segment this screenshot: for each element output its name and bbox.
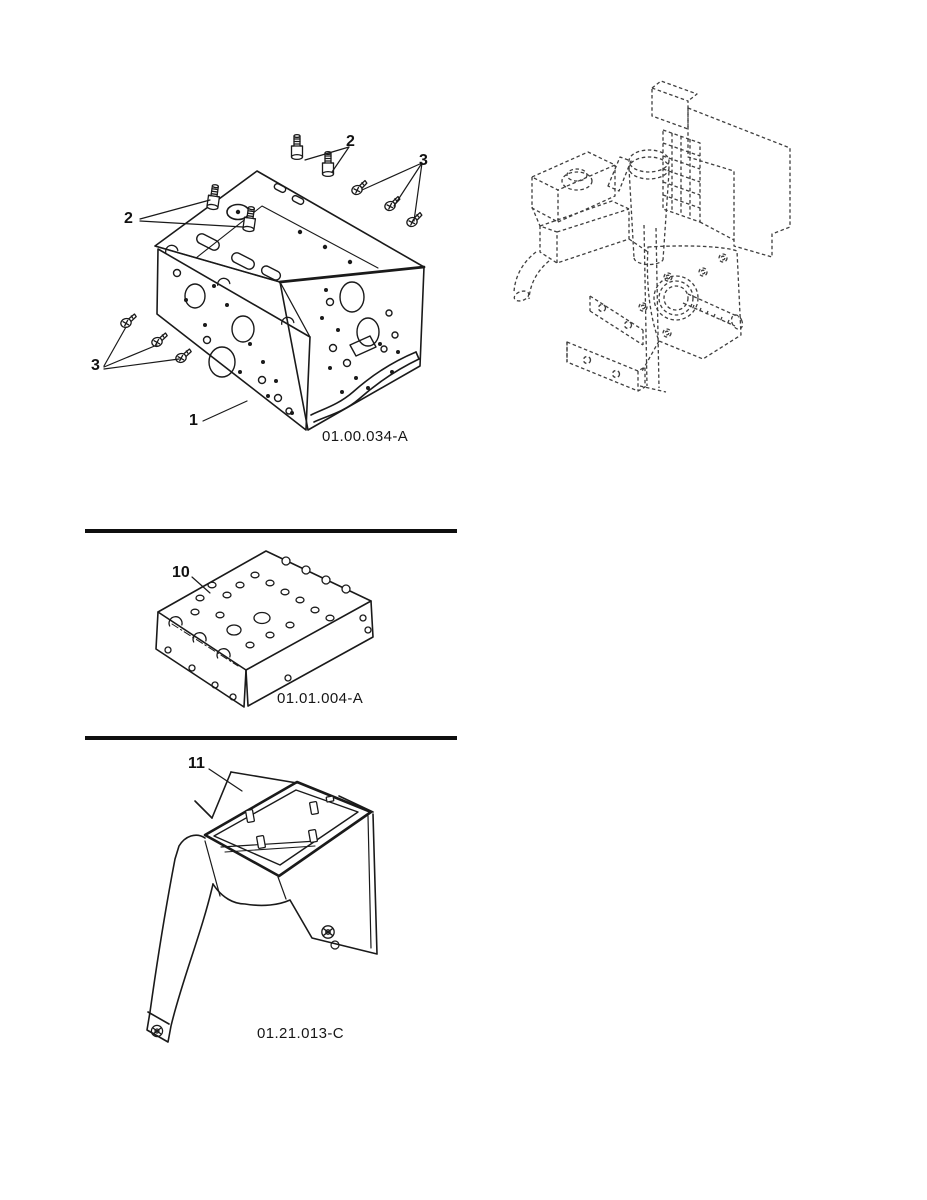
bracket-figure-code: 01.01.004-A [277, 690, 364, 707]
hex-bolt-glyphs [207, 135, 334, 233]
frame-leader-lines [104, 147, 422, 421]
callout-item-2-top: 2 [346, 133, 355, 150]
frame-right-wall-holes [327, 282, 399, 367]
engine-bolt-bosses [639, 254, 727, 337]
frame-top-face [155, 171, 424, 282]
frame-front-plate-holes [174, 270, 293, 415]
callout-item-3-top: 3 [419, 152, 428, 169]
belt-cover-drawing [147, 769, 377, 1042]
section-divider-1 [85, 529, 457, 533]
cover-panel-screw [322, 926, 334, 938]
cover-body [147, 835, 213, 1042]
callout-item-1: 1 [189, 412, 198, 429]
callout-item-11: 11 [188, 755, 205, 772]
callout-item-2-left: 2 [124, 210, 133, 227]
cover-tray-rim [205, 782, 371, 876]
callout-item-3-left: 3 [91, 357, 100, 374]
section-divider-2 [85, 736, 457, 740]
frame-figure-code: 01.00.034-A [322, 428, 409, 445]
engine-phantom-drawing [513, 81, 790, 392]
frame-front-plate-dots [184, 230, 352, 415]
frame-front-plate [157, 249, 310, 430]
frame-bend-tabs [165, 243, 295, 329]
cover-figure-code: 01.21.013-C [257, 1025, 344, 1042]
callout-item-10: 10 [172, 564, 190, 581]
frame-part-drawing [104, 135, 424, 430]
frame-handle [311, 352, 419, 422]
